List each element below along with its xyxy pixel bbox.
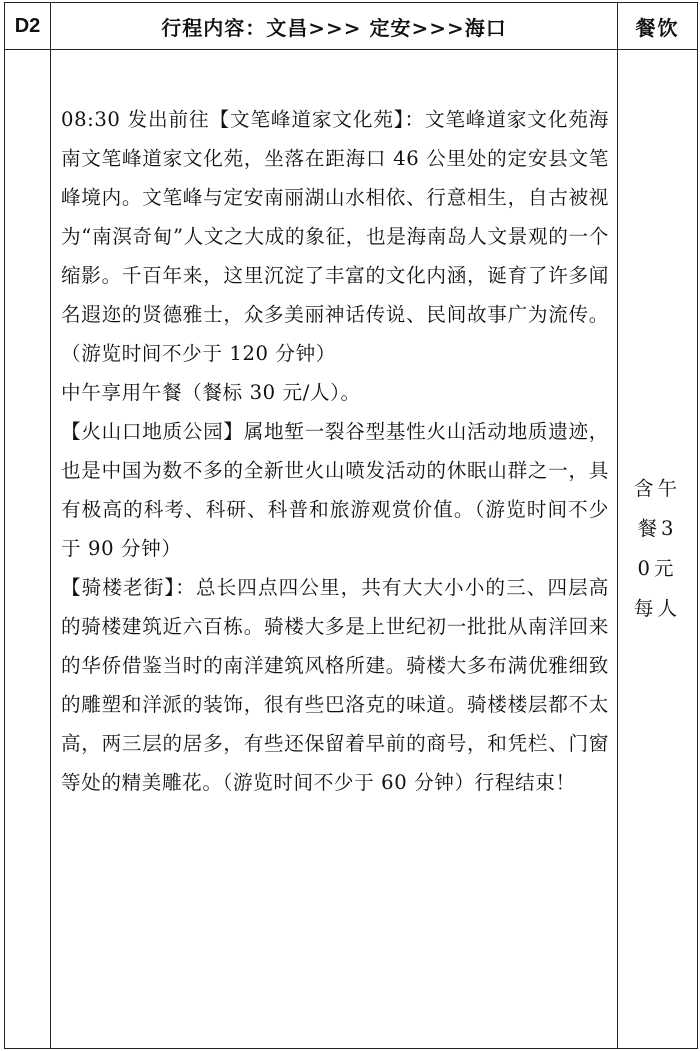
paragraph-volcano-park: 【火山口地质公园】属地堑一裂谷型基性火山活动地质遗迹，也是中国为数不多的全新世火山喷发活动的休眠山群之一，具有极高的科考、科研、科普和旅游观赏价值。（游览时间不少于 90 分钟） (61, 420, 609, 560)
meal-column-header: 餐饮 (618, 3, 698, 50)
meal-cell (618, 50, 698, 1049)
itinerary-row (5, 50, 698, 1049)
itinerary-content (51, 50, 618, 1049)
itinerary-table (4, 2, 698, 1049)
day-empty-cell (5, 50, 51, 1049)
paragraph-wenbifeng: 08:30 发出前往【文笔峰道家文化苑】：文笔峰道家文化苑海南文笔峰道家文化苑，坐落在距海口 46 公里处的定安县文笔峰境内。文笔峰与定安南丽湖山水相依、行意相生，自古被视为“南溟奇甸”人文之大成的象征，也是海南岛人文景观的一个缩影。千百年来，这里沉淀了丰富的文化内涵，诞育了许多闻名遐迩的贤德雅士，众多美丽神话传说、民间故事广为流传。（游览时间不少于 120 分钟） (61, 108, 609, 365)
meal-info: 含午餐30元每人 (633, 477, 682, 620)
day-label: D2 (5, 3, 51, 50)
paragraph-lunch: 中午享用午餐（餐标 30 元/人）。 (61, 381, 361, 404)
paragraph-qilou-street: 【骑楼老街】：总长四点四公里，共有大大小小的三、四层高的骑楼建筑近六百栋。骑楼大多是上世纪初一批批从南洋回来的华侨借鉴当时的南洋建筑风格所建。骑楼大多布满优雅细致的雕塑和洋派的装饰，很有些巴洛克的味道。骑楼楼层都不太高，两三层的居多，有些还保留着早前的商号，和凭栏、门窗等处的精美雕花。（游览时间不少于 60 分钟）行程结束！ (61, 576, 609, 794)
route-title: 行程内容：文昌>>> 定安>>>海口 (51, 3, 618, 50)
table-header-row (5, 3, 698, 50)
